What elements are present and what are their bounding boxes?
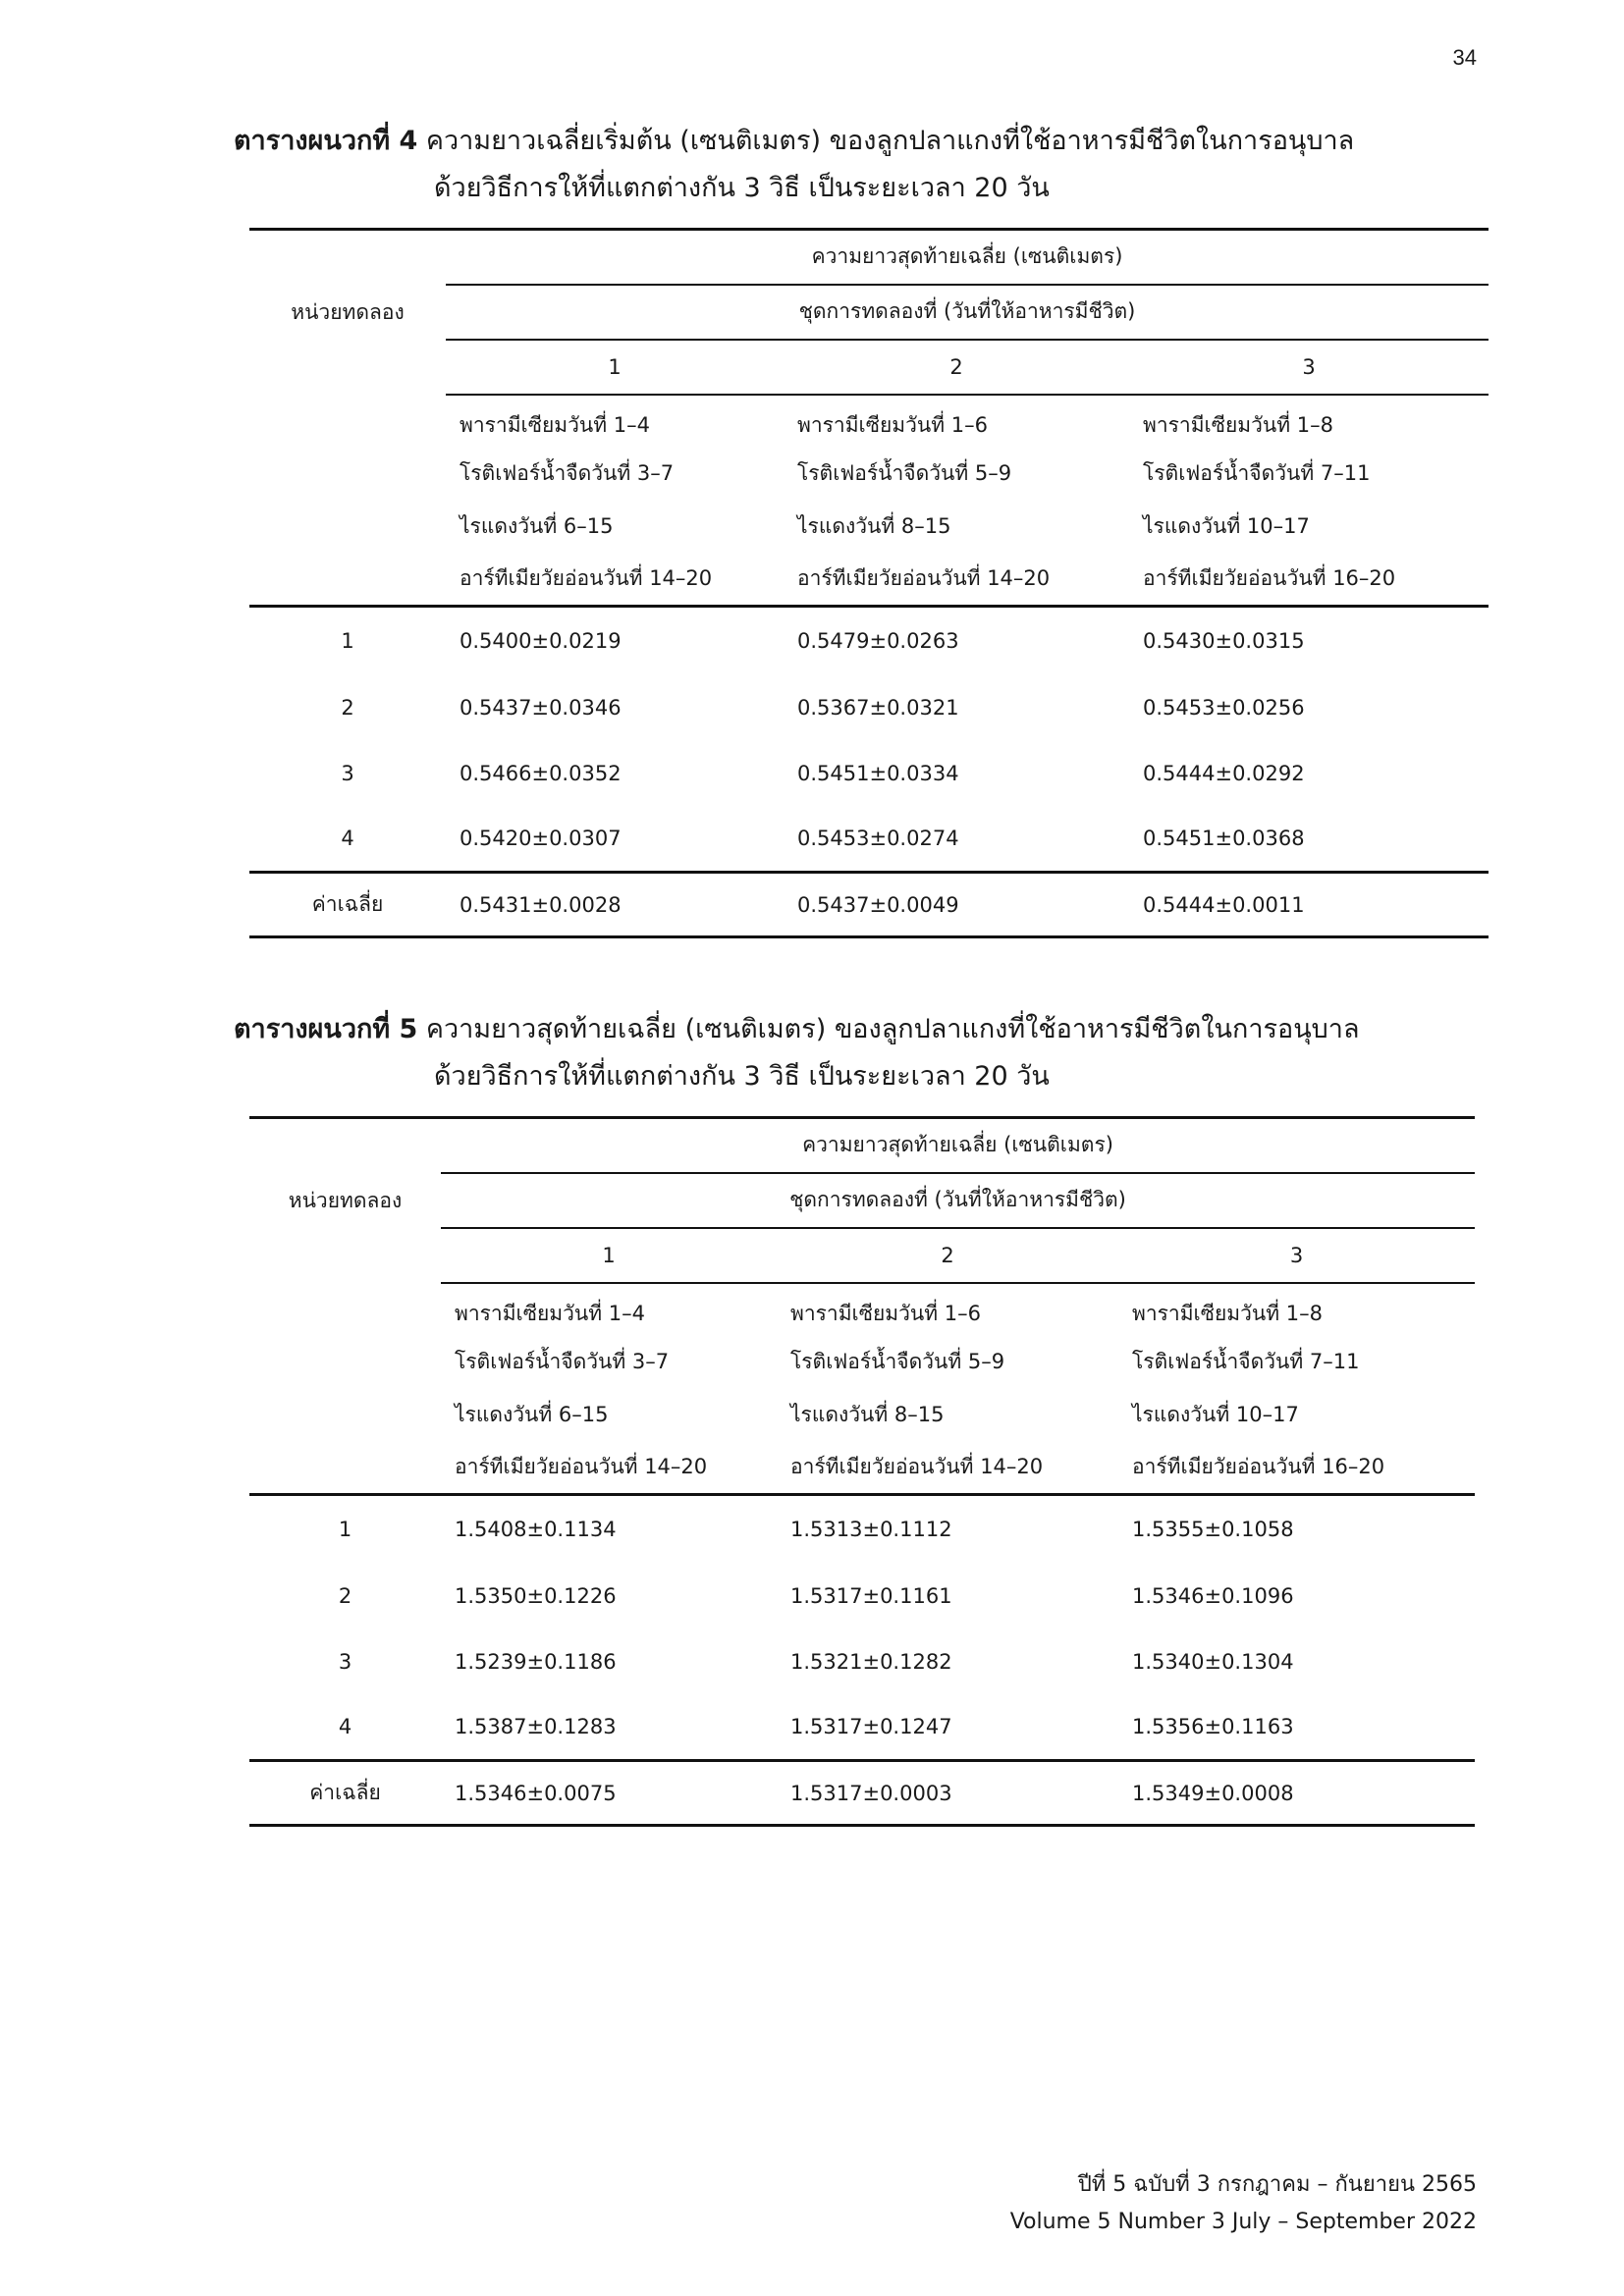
value-cell: 0.5479±0.0263 <box>784 607 1129 675</box>
value-cell: 0.5453±0.0274 <box>797 827 959 851</box>
value-cell: 1.5355±0.1058 <box>1118 1495 1475 1564</box>
schedule-cell: พารามีเซียมวันที่ 1–4 <box>455 1301 646 1325</box>
unit-header: หน่วยทดลอง <box>249 230 446 395</box>
table-row <box>249 675 1489 741</box>
header-top: ความยาวสุดท้ายเฉลี่ย (เซนติเมตร) <box>441 1118 1475 1173</box>
schedule-cell: ไรแดงวันที่ 8–15 <box>790 1403 945 1426</box>
value-cell: 0.5451±0.0368 <box>1143 827 1305 851</box>
mean-label: ค่าเฉลี่ย <box>249 1761 441 1826</box>
group-header: 3 <box>1129 340 1489 395</box>
group-header: 2 <box>777 1228 1118 1283</box>
mean-cell: 1.5346±0.0075 <box>441 1761 777 1826</box>
caption-line-2: ด้วยวิธีการให้ที่แตกต่างกัน 3 วิธี เป็นระยะเวลา 20 วัน <box>434 173 1050 203</box>
table-row <box>249 607 1489 675</box>
mean-cell: 0.5437±0.0049 <box>784 873 1129 937</box>
mean-cell: 0.5444±0.0011 <box>1129 873 1489 937</box>
unit-cell: 3 <box>341 762 354 785</box>
schedule-cell: โรติเฟอร์น้ำจืดวันที่ 3–7 <box>455 1350 670 1373</box>
header-sub: ชุดการทดลองที่ (วันที่ให้อาหารมีชีวิต) <box>441 1173 1475 1228</box>
value-cell: 0.5453±0.0256 <box>1143 696 1305 720</box>
schedule-cell: ไรแดงวันที่ 6–15 <box>455 1403 609 1426</box>
unit-cell: 1 <box>249 607 446 675</box>
value-cell: 1.5321±0.1282 <box>790 1650 952 1674</box>
mean-row <box>249 873 1489 937</box>
value-cell: 1.5317±0.1247 <box>790 1715 952 1739</box>
caption-line-1 <box>234 118 1451 165</box>
table-row <box>249 1495 1475 1564</box>
schedule-cell: พารามีเซียมวันที่ 1–6 <box>790 1301 982 1325</box>
schedule-cell: โรติเฟอร์น้ำจืดวันที่ 7–11 <box>1143 461 1371 485</box>
unit-cell: 1 <box>249 1495 441 1564</box>
caption-line-2: ด้วยวิธีการให้ที่แตกต่างกัน 3 วิธี เป็นระยะเวลา 20 วัน <box>434 1061 1050 1092</box>
schedule-cell: พารามีเซียมวันที่ 1–8 <box>1143 412 1334 437</box>
schedule-cell: โรติเฟอร์น้ำจืดวันที่ 7–11 <box>1132 1350 1360 1373</box>
group-header: 1 <box>441 1228 777 1283</box>
table-row <box>249 1695 1475 1761</box>
mean-cell: 1.5317±0.0003 <box>777 1761 1118 1826</box>
value-cell: 0.5400±0.0219 <box>446 607 784 675</box>
schedule-cell: โรติเฟอร์น้ำจืดวันที่ 5–9 <box>790 1350 1005 1373</box>
value-cell: 0.5430±0.0315 <box>1129 607 1489 675</box>
table-row <box>249 1564 1475 1629</box>
data-table <box>249 228 1489 938</box>
schedule-cell: ไรแดงวันที่ 10–17 <box>1143 514 1310 538</box>
page-number: 34 <box>1452 45 1477 70</box>
value-cell: 1.5313±0.1112 <box>777 1495 1118 1564</box>
value-cell: 0.5444±0.0292 <box>1143 762 1305 785</box>
unit-cell: 4 <box>341 827 354 851</box>
unit-cell: 4 <box>338 1715 352 1739</box>
schedule-cell: ไรแดงวันที่ 8–15 <box>797 514 951 538</box>
value-cell: 0.5437±0.0346 <box>460 696 622 720</box>
mean-cell: 1.5349±0.0008 <box>1118 1761 1475 1826</box>
mean-cell: 0.5431±0.0028 <box>446 873 784 937</box>
schedule-cell: อาร์ทีเมียวัยอ่อนวันที่ 14–20 <box>790 1455 1044 1479</box>
table-caption <box>234 118 1451 212</box>
group-header: 1 <box>446 340 784 395</box>
group-header: 3 <box>1118 1228 1475 1283</box>
caption-label: ตารางผนวกที่ 4 <box>234 126 418 156</box>
footer-thai: ปีที่ 5 ฉบับที่ 3 กรกฎาคม – กันยายน 2565 <box>1077 2172 1477 2197</box>
value-cell: 0.5466±0.0352 <box>460 762 622 785</box>
schedule-cell: พารามีเซียมวันที่ 1–4 <box>460 412 651 437</box>
data-table <box>249 1116 1475 1827</box>
table-row <box>249 741 1489 807</box>
value-cell: 1.5346±0.1096 <box>1132 1584 1294 1608</box>
value-cell: 0.5367±0.0321 <box>797 696 959 720</box>
page-footer <box>1010 2166 1477 2241</box>
table-row <box>249 1629 1475 1695</box>
header-sub: ชุดการทดลองที่ (วันที่ให้อาหารมีชีวิต) <box>446 285 1489 340</box>
value-cell: 1.5239±0.1186 <box>455 1650 617 1674</box>
table-caption <box>234 1006 1451 1100</box>
schedule-cell: อาร์ทีเมียวัยอ่อนวันที่ 14–20 <box>460 566 713 591</box>
value-cell: 1.5387±0.1283 <box>455 1715 617 1739</box>
schedule-cell: พารามีเซียมวันที่ 1–6 <box>797 412 989 437</box>
schedule-cell: อาร์ทีเมียวัยอ่อนวันที่ 16–20 <box>1132 1455 1385 1479</box>
value-cell: 1.5350±0.1226 <box>455 1584 617 1608</box>
header-top: ความยาวสุดท้ายเฉลี่ย (เซนติเมตร) <box>446 230 1489 285</box>
schedule-cell: พารามีเซียมวันที่ 1–8 <box>1132 1301 1324 1325</box>
value-cell: 1.5317±0.1161 <box>790 1584 952 1608</box>
schedule-cell: อาร์ทีเมียวัยอ่อนวันที่ 14–20 <box>797 566 1051 591</box>
unit-cell: 2 <box>338 1584 352 1608</box>
unit-cell: 2 <box>341 696 354 720</box>
unit-cell: 3 <box>338 1650 352 1674</box>
mean-label: ค่าเฉลี่ย <box>249 873 446 937</box>
caption-text: ความยาวเฉลี่ยเริ่มต้น (เซนติเมตร) ของลูกปลาแกงที่ใช้อาหารมีชีวิตในการอนุบาล <box>417 126 1355 156</box>
schedule-cell: โรติเฟอร์น้ำจืดวันที่ 5–9 <box>797 461 1012 485</box>
table-row <box>249 807 1489 873</box>
schedule-cell: อาร์ทีเมียวัยอ่อนวันที่ 16–20 <box>1143 566 1396 591</box>
mean-row <box>249 1761 1475 1826</box>
group-header: 2 <box>784 340 1129 395</box>
footer-english: Volume 5 Number 3 July – September 2022 <box>1009 2210 1477 2234</box>
value-cell: 1.5408±0.1134 <box>441 1495 777 1564</box>
schedule-cell: อาร์ทีเมียวัยอ่อนวันที่ 14–20 <box>455 1455 708 1479</box>
caption-text: ความยาวสุดท้ายเฉลี่ย (เซนติเมตร) ของลูกปลาแกงที่ใช้อาหารมีชีวิตในการอนุบาล <box>417 1014 1360 1044</box>
unit-header: หน่วยทดลอง <box>249 1118 441 1283</box>
caption-label: ตารางผนวกที่ 5 <box>234 1014 418 1044</box>
value-cell: 0.5420±0.0307 <box>460 827 622 851</box>
value-cell: 1.5356±0.1163 <box>1132 1715 1294 1739</box>
schedule-cell: โรติเฟอร์น้ำจืดวันที่ 3–7 <box>460 461 675 485</box>
value-cell: 1.5340±0.1304 <box>1132 1650 1294 1674</box>
schedule-cell: ไรแดงวันที่ 6–15 <box>460 514 614 538</box>
value-cell: 0.5451±0.0334 <box>797 762 959 785</box>
caption-line-1 <box>234 1006 1451 1053</box>
schedule-cell: ไรแดงวันที่ 10–17 <box>1132 1403 1299 1426</box>
